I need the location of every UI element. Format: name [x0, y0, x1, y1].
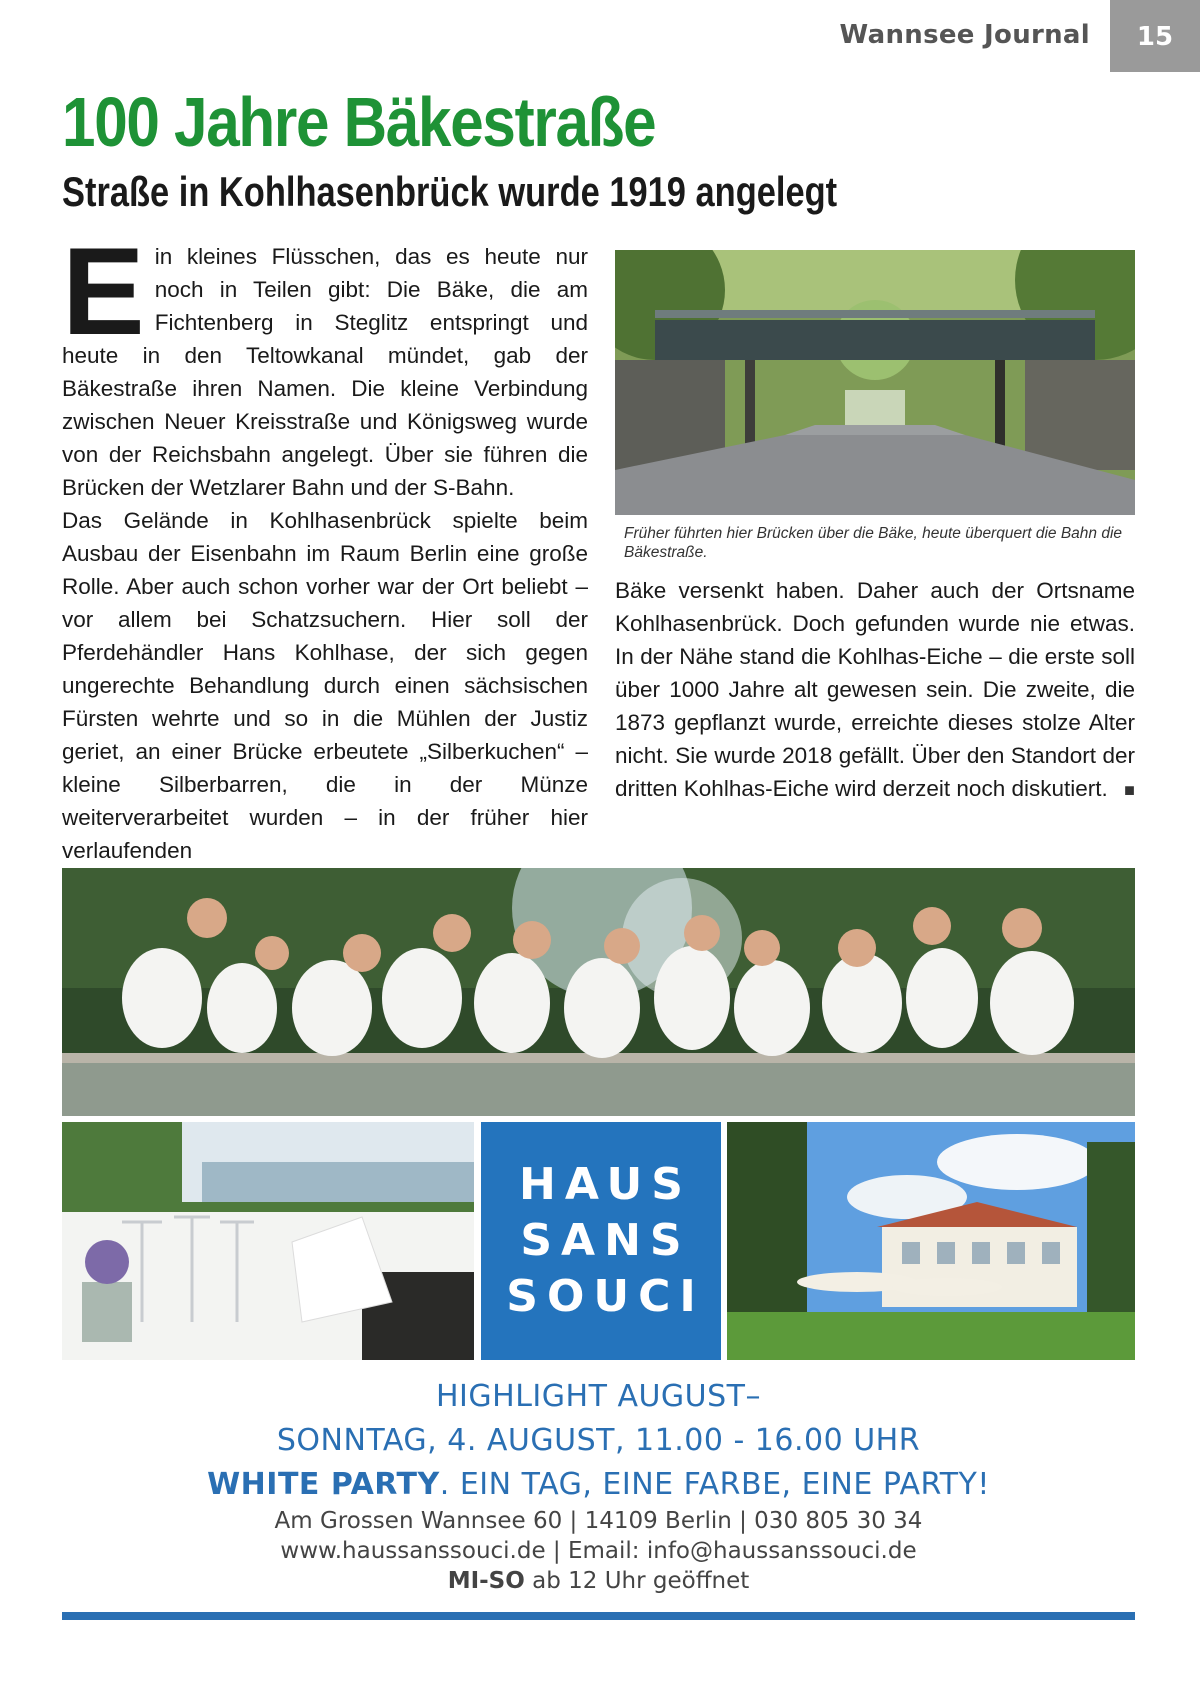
event-highlight-line: HIGHLIGHT AUGUST– — [436, 1379, 761, 1414]
logo-line-3: SOUCI — [506, 1271, 705, 1322]
logo-line-1: HAUS — [519, 1159, 692, 1210]
opening-hours-line — [62, 1566, 1135, 1596]
event-name: WHITE PARTY — [207, 1467, 440, 1502]
bridge-photo — [615, 250, 1135, 515]
contact-info — [62, 1506, 1135, 1596]
event-date-line: SONNTAG, 4. AUGUST, 11.00 - 16.00 UHR — [276, 1423, 921, 1458]
end-of-article-mark: ■ — [1124, 780, 1135, 800]
web-email-line: www.haussanssouci.de | Email: info@haussanssouci.de — [280, 1538, 917, 1564]
opening-days: MI-SO — [447, 1568, 525, 1594]
address-line: Am Grossen Wannsee 60 | 14109 Berlin | 030 805 30 34 — [274, 1508, 923, 1534]
bottom-divider — [62, 1612, 1135, 1620]
haus-sans-souci-logo — [481, 1122, 721, 1360]
article-paragraph-2: Das Gelände in Kohlhasenbrück spielte beim Ausbau der Eisenbahn im Raum Berlin eine große Rolle. Aber auch schon vorher war der Ort beliebt – vor allem bei Schatzsuchern. Hier soll der Pferdehändler Hans Kohlhase, der sich gegen ungerechte Behandlung durch einen sächsischen Fürsten wehrte und so in die Mühlen der Justiz geriet, an einer Brücke erbeutete „Silberkuchen“ – kleine Silberbarren, die in der Münze weiterverarbeitet wurden – in der früher hier verlaufenden — [62, 508, 588, 863]
opening-time: ab 12 Uhr geöffnet — [524, 1568, 750, 1594]
paragraph-3-text: Bäke versenkt haben. Daher auch der Ortsname Kohlhasenbrück. Doch gefunden wurde nie etwas. In der Nähe stand die Kohlhas-Eiche – die erste soll über 1000 Jahre alt gewesen sein. Die zweite, die 1873 gepflanzt wurde, erreichte dieses stolze Alter nicht. Sie wurde 2018 gefällt. Über den Standort der dritten Kohlhas-Eiche wird derzeit noch diskutiert. — [615, 578, 1135, 801]
white-party-photo — [62, 868, 1135, 1116]
page-number: 15 — [1110, 0, 1200, 72]
article-column-right — [615, 574, 1135, 807]
drop-cap: E — [62, 223, 145, 361]
article-title: 100 Jahre Bäkestraße — [62, 83, 656, 161]
event-motto: . EIN TAG, EINE FARBE, EINE PARTY! — [439, 1467, 990, 1502]
article-paragraph-3 — [615, 574, 1135, 805]
journal-name: Wannsee Journal — [839, 20, 1090, 50]
paragraph-1-text: in kleines Flüsschen, das es heute nur noch in Teilen gibt: Die Bäke, die am Fichtenberg in Steglitz entspringt und heute in den Teltowkanal mündet, gab der Bäkestraße ihren Namen. Die kleine Verbindung zwischen Neuer Kreisstraße und Königsweg wurde von der Reichsbahn angelegt. Über sie führen die Brücken der Wetzlarer Bahn und der S-Bahn. — [62, 244, 588, 500]
article-column-left — [62, 223, 588, 867]
logo-line-2: SANS — [520, 1215, 691, 1266]
photo-caption: Früher führten hier Brücken über die Bäke, heute überquert die Bahn die Bäkestraße. — [624, 525, 1123, 561]
event-announcement — [62, 1375, 1135, 1507]
table-setting-photo — [62, 1122, 474, 1360]
restaurant-building-photo — [727, 1122, 1135, 1360]
article-paragraph-1 — [62, 223, 588, 504]
article-subtitle: Straße in Kohlhasenbrück wurde 1919 angelegt — [62, 168, 838, 215]
event-motto-line — [62, 1463, 1135, 1507]
